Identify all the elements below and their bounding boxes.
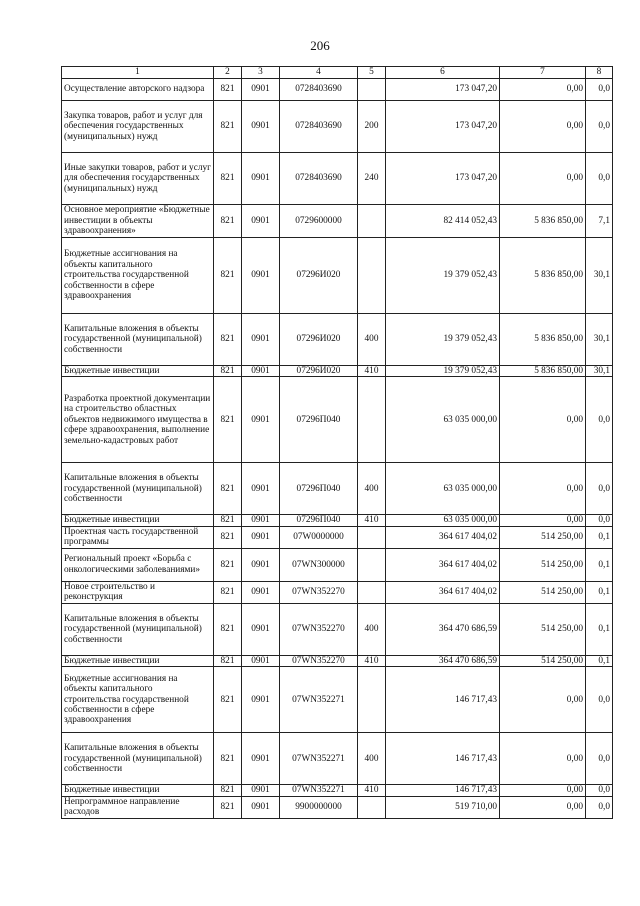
item-name: Осуществление авторского надзора	[62, 79, 214, 101]
target-article-code: 07296П040	[280, 377, 358, 463]
execution-percent: 0,1	[586, 548, 613, 581]
section-code: 0901	[242, 548, 280, 581]
execution-percent: 0,1	[586, 655, 613, 666]
planned-amount: 63 035 000,00	[386, 463, 500, 515]
grbs-code: 821	[214, 101, 242, 153]
executed-amount: 0,00	[500, 463, 586, 515]
execution-percent: 30,1	[586, 366, 613, 377]
grbs-code: 821	[214, 581, 242, 603]
expense-type-code: 410	[358, 366, 386, 377]
target-article-code: 07WN352271	[280, 667, 358, 733]
executed-amount: 0,00	[500, 515, 586, 526]
grbs-code: 821	[214, 238, 242, 314]
table-row	[62, 205, 613, 238]
table-row	[62, 314, 613, 366]
executed-amount: 0,00	[500, 796, 586, 818]
table-row	[62, 153, 613, 205]
planned-amount: 364 617 404,02	[386, 548, 500, 581]
executed-amount: 514 250,00	[500, 603, 586, 655]
item-name: Капитальные вложения в объекты государственной (муниципальной) собственности	[62, 463, 214, 515]
grbs-code: 821	[214, 667, 242, 733]
column-header: 1	[62, 67, 214, 79]
execution-percent: 0,0	[586, 515, 613, 526]
section-code: 0901	[242, 655, 280, 666]
execution-percent: 30,1	[586, 238, 613, 314]
executed-amount: 0,00	[500, 79, 586, 101]
execution-percent: 0,1	[586, 603, 613, 655]
grbs-code: 821	[214, 796, 242, 818]
execution-percent: 30,1	[586, 314, 613, 366]
planned-amount: 19 379 052,43	[386, 366, 500, 377]
executed-amount: 0,00	[500, 667, 586, 733]
table-row	[62, 667, 613, 733]
table-row	[62, 548, 613, 581]
expense-type-code: 200	[358, 101, 386, 153]
target-article-code: 07W0000000	[280, 526, 358, 548]
executed-amount: 0,00	[500, 377, 586, 463]
grbs-code: 821	[214, 515, 242, 526]
grbs-code: 821	[214, 463, 242, 515]
table-row	[62, 377, 613, 463]
grbs-code: 821	[214, 205, 242, 238]
table-row	[62, 796, 613, 818]
grbs-code: 821	[214, 79, 242, 101]
target-article-code: 0729600000	[280, 205, 358, 238]
planned-amount: 19 379 052,43	[386, 238, 500, 314]
table-row	[62, 733, 613, 785]
table-row	[62, 603, 613, 655]
table-row	[62, 581, 613, 603]
expense-type-code: 400	[358, 314, 386, 366]
column-header: 6	[386, 67, 500, 79]
execution-percent: 0,0	[586, 101, 613, 153]
budget-table	[61, 66, 613, 819]
table-row	[62, 515, 613, 526]
section-code: 0901	[242, 581, 280, 603]
item-name: Бюджетные инвестиции	[62, 515, 214, 526]
executed-amount: 514 250,00	[500, 581, 586, 603]
execution-percent: 0,0	[586, 796, 613, 818]
expense-type-code	[358, 581, 386, 603]
header-row	[62, 67, 613, 79]
section-code: 0901	[242, 366, 280, 377]
item-name: Разработка проектной документации на строительство областных объектов недвижимого имущества в сфере здравоохранения, выполнение земельно-кадастровых работ	[62, 377, 214, 463]
table-row	[62, 238, 613, 314]
item-name: Бюджетные ассигнования на объекты капитального строительства государственной собственности в сфере здравоохранения	[62, 238, 214, 314]
expense-type-code	[358, 238, 386, 314]
grbs-code: 821	[214, 314, 242, 366]
column-header: 3	[242, 67, 280, 79]
target-article-code: 0728403690	[280, 153, 358, 205]
executed-amount: 514 250,00	[500, 548, 586, 581]
expense-type-code	[358, 548, 386, 581]
target-article-code: 07WN352270	[280, 581, 358, 603]
execution-percent: 0,1	[586, 526, 613, 548]
section-code: 0901	[242, 79, 280, 101]
grbs-code: 821	[214, 733, 242, 785]
planned-amount: 63 035 000,00	[386, 377, 500, 463]
target-article-code: 07WN300000	[280, 548, 358, 581]
item-name: Бюджетные инвестиции	[62, 655, 214, 666]
grbs-code: 821	[214, 377, 242, 463]
table-row	[62, 79, 613, 101]
table-row	[62, 655, 613, 666]
expense-type-code: 400	[358, 733, 386, 785]
table-body	[62, 79, 613, 819]
planned-amount: 173 047,20	[386, 153, 500, 205]
executed-amount: 0,00	[500, 153, 586, 205]
target-article-code: 07296И020	[280, 238, 358, 314]
expense-type-code	[358, 79, 386, 101]
item-name: Бюджетные ассигнования на объекты капитального строительства государственной собственности в сфере здравоохранения	[62, 667, 214, 733]
executed-amount: 0,00	[500, 733, 586, 785]
expense-type-code: 410	[358, 515, 386, 526]
target-article-code: 07296И020	[280, 366, 358, 377]
target-article-code: 07WN352271	[280, 785, 358, 796]
target-article-code: 9900000000	[280, 796, 358, 818]
target-article-code: 07296П040	[280, 463, 358, 515]
target-article-code: 07296П040	[280, 515, 358, 526]
item-name: Закупка товаров, работ и услуг для обеспечения государственных (муниципальных) нужд	[62, 101, 214, 153]
execution-percent: 0,0	[586, 153, 613, 205]
item-name: Региональный проект «Борьба с онкологическими заболеваниями»	[62, 548, 214, 581]
section-code: 0901	[242, 205, 280, 238]
table-row	[62, 463, 613, 515]
executed-amount: 0,00	[500, 785, 586, 796]
expense-type-code	[358, 526, 386, 548]
page-number: 206	[310, 38, 330, 53]
expense-type-code	[358, 205, 386, 238]
planned-amount: 173 047,20	[386, 101, 500, 153]
planned-amount: 146 717,43	[386, 785, 500, 796]
section-code: 0901	[242, 667, 280, 733]
expense-type-code: 410	[358, 655, 386, 666]
target-article-code: 0728403690	[280, 79, 358, 101]
table-row	[62, 785, 613, 796]
item-name: Проектная часть государственной программы	[62, 526, 214, 548]
target-article-code: 07WN352271	[280, 733, 358, 785]
planned-amount: 364 617 404,02	[386, 526, 500, 548]
execution-percent: 0,0	[586, 733, 613, 785]
execution-percent: 0,0	[586, 79, 613, 101]
planned-amount: 82 414 052,43	[386, 205, 500, 238]
target-article-code: 07WN352270	[280, 655, 358, 666]
executed-amount: 5 836 850,00	[500, 314, 586, 366]
expense-type-code: 400	[358, 603, 386, 655]
table-row	[62, 366, 613, 377]
executed-amount: 5 836 850,00	[500, 238, 586, 314]
execution-percent: 0,0	[586, 785, 613, 796]
column-header: 4	[280, 67, 358, 79]
executed-amount: 5 836 850,00	[500, 366, 586, 377]
grbs-code: 821	[214, 603, 242, 655]
section-code: 0901	[242, 515, 280, 526]
grbs-code: 821	[214, 153, 242, 205]
expense-type-code	[358, 667, 386, 733]
section-code: 0901	[242, 796, 280, 818]
section-code: 0901	[242, 463, 280, 515]
executed-amount: 5 836 850,00	[500, 205, 586, 238]
item-name: Капитальные вложения в объекты государственной (муниципальной) собственности	[62, 733, 214, 785]
section-code: 0901	[242, 603, 280, 655]
item-name: Новое строительство и реконструкция	[62, 581, 214, 603]
item-name: Капитальные вложения в объекты государственной (муниципальной) собственности	[62, 603, 214, 655]
planned-amount: 19 379 052,43	[386, 314, 500, 366]
expense-type-code: 400	[358, 463, 386, 515]
expense-type-code: 410	[358, 785, 386, 796]
grbs-code: 821	[214, 785, 242, 796]
executed-amount: 514 250,00	[500, 655, 586, 666]
expense-type-code: 240	[358, 153, 386, 205]
executed-amount: 514 250,00	[500, 526, 586, 548]
item-name: Непрограммное направление расходов	[62, 796, 214, 818]
column-header: 2	[214, 67, 242, 79]
execution-percent: 0,0	[586, 667, 613, 733]
planned-amount: 519 710,00	[386, 796, 500, 818]
planned-amount: 173 047,20	[386, 79, 500, 101]
executed-amount: 0,00	[500, 101, 586, 153]
execution-percent: 0,0	[586, 463, 613, 515]
expense-type-code	[358, 796, 386, 818]
planned-amount: 146 717,43	[386, 733, 500, 785]
target-article-code: 07WN352270	[280, 603, 358, 655]
execution-percent: 0,0	[586, 377, 613, 463]
section-code: 0901	[242, 153, 280, 205]
planned-amount: 364 617 404,02	[386, 581, 500, 603]
section-code: 0901	[242, 377, 280, 463]
item-name: Иные закупки товаров, работ и услуг для обеспечения государственных (муниципальных) нужд	[62, 153, 214, 205]
execution-percent: 7,1	[586, 205, 613, 238]
grbs-code: 821	[214, 655, 242, 666]
item-name: Бюджетные инвестиции	[62, 366, 214, 377]
grbs-code: 821	[214, 526, 242, 548]
table-row	[62, 526, 613, 548]
execution-percent: 0,1	[586, 581, 613, 603]
column-header: 5	[358, 67, 386, 79]
expense-type-code	[358, 377, 386, 463]
section-code: 0901	[242, 238, 280, 314]
planned-amount: 146 717,43	[386, 667, 500, 733]
section-code: 0901	[242, 101, 280, 153]
planned-amount: 63 035 000,00	[386, 515, 500, 526]
target-article-code: 0728403690	[280, 101, 358, 153]
section-code: 0901	[242, 314, 280, 366]
section-code: 0901	[242, 526, 280, 548]
grbs-code: 821	[214, 366, 242, 377]
planned-amount: 364 470 686,59	[386, 603, 500, 655]
section-code: 0901	[242, 733, 280, 785]
column-header: 8	[586, 67, 613, 79]
section-code: 0901	[242, 785, 280, 796]
item-name: Основное мероприятие «Бюджетные инвестиции в объекты здравоохранения»	[62, 205, 214, 238]
grbs-code: 821	[214, 548, 242, 581]
item-name: Бюджетные инвестиции	[62, 785, 214, 796]
target-article-code: 07296И020	[280, 314, 358, 366]
item-name: Капитальные вложения в объекты государственной (муниципальной) собственности	[62, 314, 214, 366]
column-header: 7	[500, 67, 586, 79]
table-row	[62, 101, 613, 153]
planned-amount: 364 470 686,59	[386, 655, 500, 666]
